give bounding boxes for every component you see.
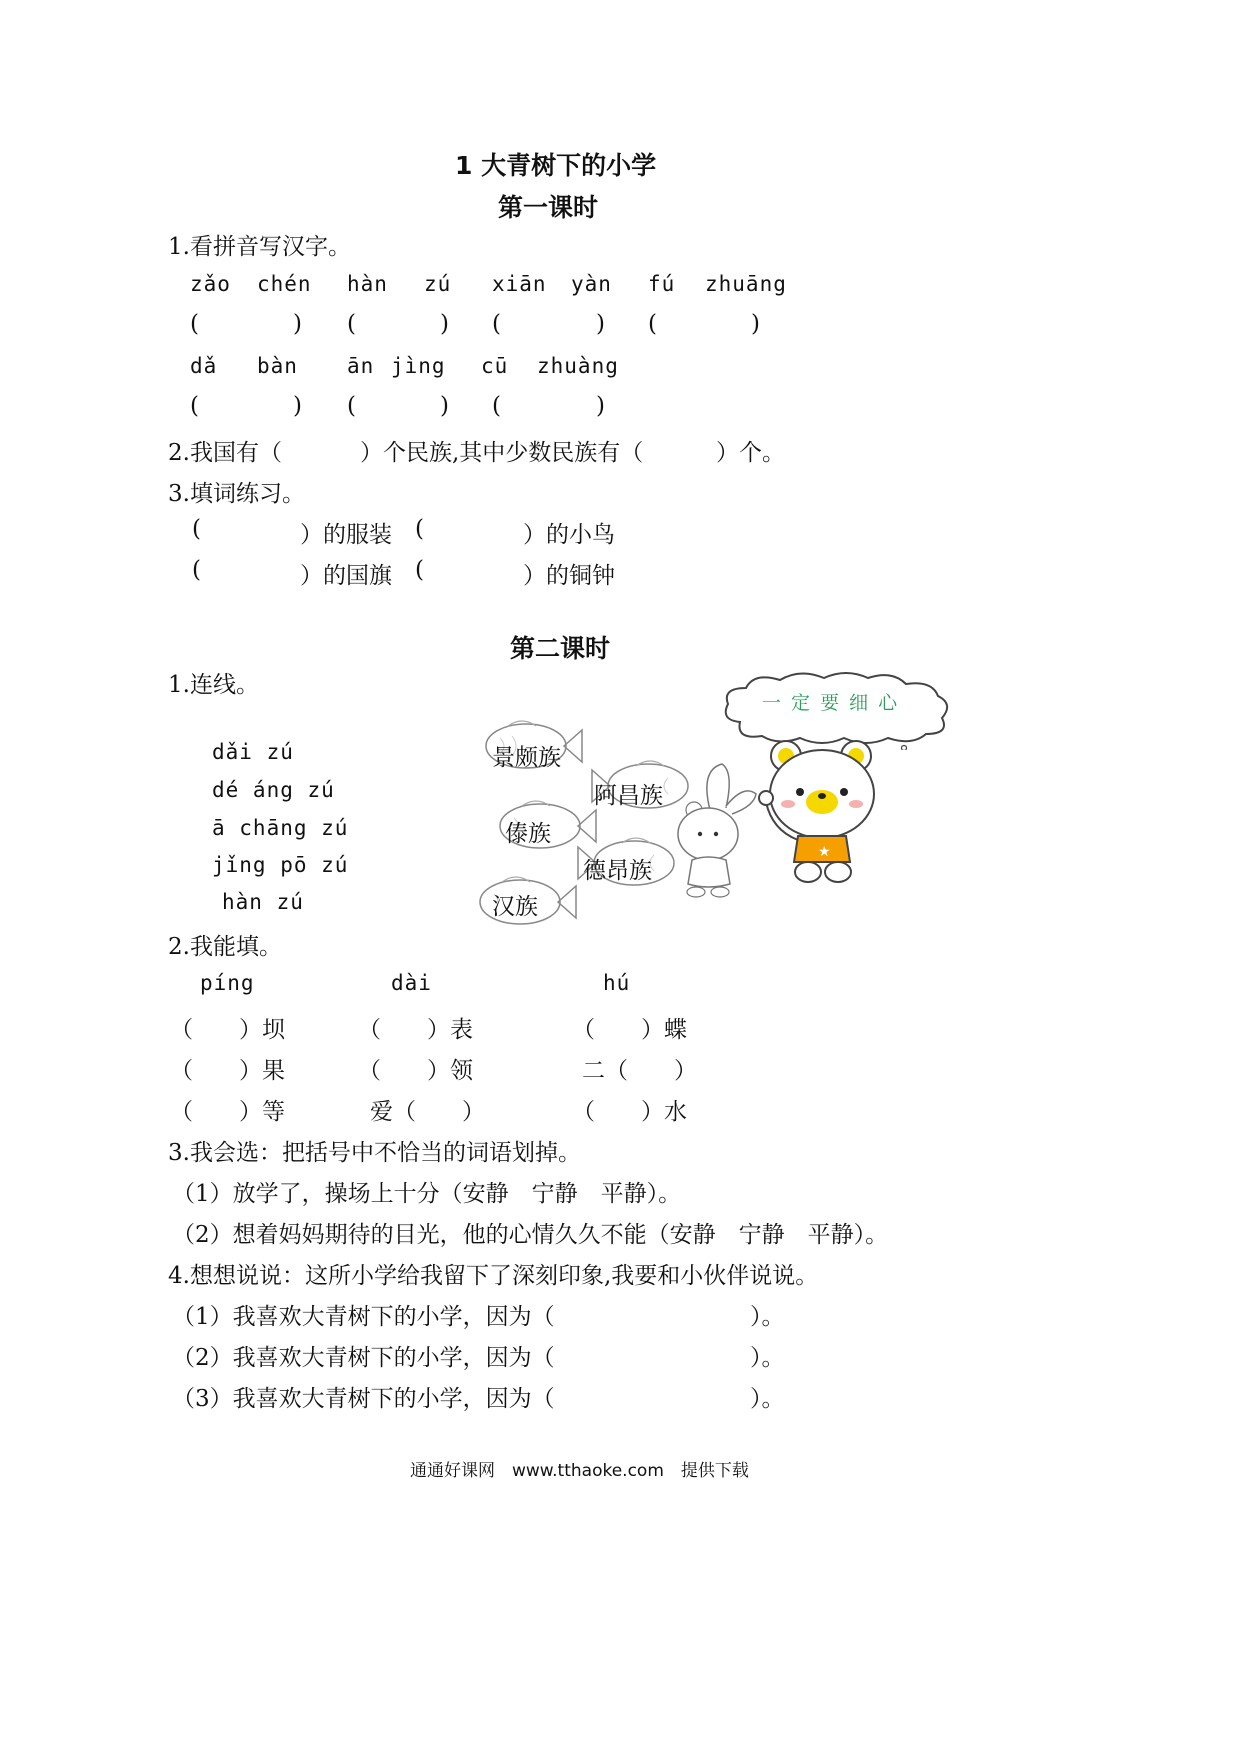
pinyin-r1-7: zhuāng [705,272,787,296]
bear-character-icon [752,736,892,886]
pinyin-r1-1: chén [257,272,312,296]
lesson2-heading: 第二课时 [510,634,611,663]
paren-close: ) [440,393,449,419]
paren-open: ( [492,393,501,419]
q2-item: （ ）领 [358,1058,473,1084]
l2-q4-item: （1）我喜欢大青树下的小学，因为（ [172,1304,555,1330]
l1-q2-part1: 2.我国有（ [168,440,282,466]
l2-q1-label: 1.连线。 [168,672,259,698]
fill-item: ）的国旗 [300,563,392,589]
paren-open: ( [347,393,356,419]
fish-label: 德昂族 [583,858,652,884]
l1-q2-part3: ）个。 [716,440,785,466]
l2-q2-label: 2.我能填。 [168,934,282,960]
pinyin-r2-0: dǎ [190,354,218,378]
pinyin-r1-0: zǎo [190,272,231,296]
pinyin-r2-3: jìng [391,354,446,378]
match-pinyin: jǐng pō zú [212,853,349,877]
pinyin-r2-2: ān [347,354,375,378]
fish-label: 汉族 [492,894,538,920]
paren-open: ( [190,393,199,419]
pinyin-r1-3: zú [424,272,452,296]
bubble-text: 一 定 要 细 心 [762,692,900,714]
paren-close: ) [596,393,605,419]
q2-item: （ ）表 [358,1017,473,1043]
match-pinyin: ā chāng zú [212,816,349,840]
q2-item: （ ）等 [170,1099,285,1125]
page-footer: 通通好课网 www.tthaoke.com 提供下载 [410,1461,749,1481]
paren-close: ) [293,393,302,419]
pinyin-r2-5: zhuàng [537,354,619,378]
q2-pinyin: dài [391,971,432,995]
q2-item: 爱（ ） [370,1099,485,1125]
pinyin-r1-2: hàn [347,272,388,296]
match-pinyin: hàn zú [222,890,304,914]
l1-q2-part2: ）个民族,其中少数民族有（ [360,440,644,466]
fill-item: ）的小鸟 [523,522,615,548]
paren-close: ) [751,311,760,337]
q2-pinyin: hú [603,971,631,995]
l2-q4-close: ）。 [750,1304,785,1330]
q2-item: （ ）坝 [170,1017,285,1043]
pinyin-r1-6: fú [648,272,676,296]
paren-close: ) [440,311,449,337]
l2-q3-item: （1）放学了，操场上十分（安静 宁静 平静）。 [172,1181,682,1207]
l2-q4-item: （2）我喜欢大青树下的小学，因为（ [172,1345,555,1371]
l2-q4-item: （3）我喜欢大青树下的小学，因为（ [172,1386,555,1412]
paren-open: ( [492,311,501,337]
paren-open: ( [190,311,199,337]
paren-open: ( [415,516,424,542]
paren-open: ( [415,557,424,583]
pinyin-r2-4: cū [481,354,509,378]
fill-item: ）的铜钟 [523,563,615,589]
svg-text:★: ★ [818,844,831,860]
q2-item: 二（ ） [582,1058,697,1084]
paren-close: ) [293,311,302,337]
paren-open: ( [192,557,201,583]
paren-close: ) [596,311,605,337]
fill-item: ）的服装 [300,522,392,548]
l2-q4-close: ）。 [750,1345,785,1371]
fish-label: 傣族 [505,821,551,847]
match-pinyin: dǎi zú [212,740,294,764]
q2-pinyin: píng [200,971,255,995]
worksheet-title: 1 大青树下的小学 [455,151,657,180]
fish-label: 阿昌族 [594,783,663,809]
l2-q3-item: （2）想着妈妈期待的目光，他的心情久久不能（安静 宁静 平静）。 [172,1222,889,1248]
l1-q1-label: 1.看拼音写汉字。 [168,234,351,260]
l2-q4-label: 4.想想说说：这所小学给我留下了深刻印象,我要和小伙伴说说。 [168,1263,819,1289]
q2-item: （ ）果 [170,1058,285,1084]
q2-item: （ ）蝶 [572,1017,687,1043]
l2-q3-label: 3.我会选：把括号中不恰当的词语划掉。 [168,1140,581,1166]
q2-item: （ ）水 [572,1099,687,1125]
pinyin-r1-4: xiān [492,272,547,296]
fish-label: 景颇族 [492,745,561,771]
paren-open: ( [648,311,657,337]
l1-q3-label: 3.填词练习。 [168,481,305,507]
lesson1-heading: 第一课时 [498,193,599,222]
paren-open: ( [347,311,356,337]
pinyin-r1-5: yàn [571,272,612,296]
l2-q4-close: ）。 [750,1386,785,1412]
paren-open: ( [192,516,201,542]
match-pinyin: dé áng zú [212,778,335,802]
pinyin-r2-1: bàn [257,354,298,378]
